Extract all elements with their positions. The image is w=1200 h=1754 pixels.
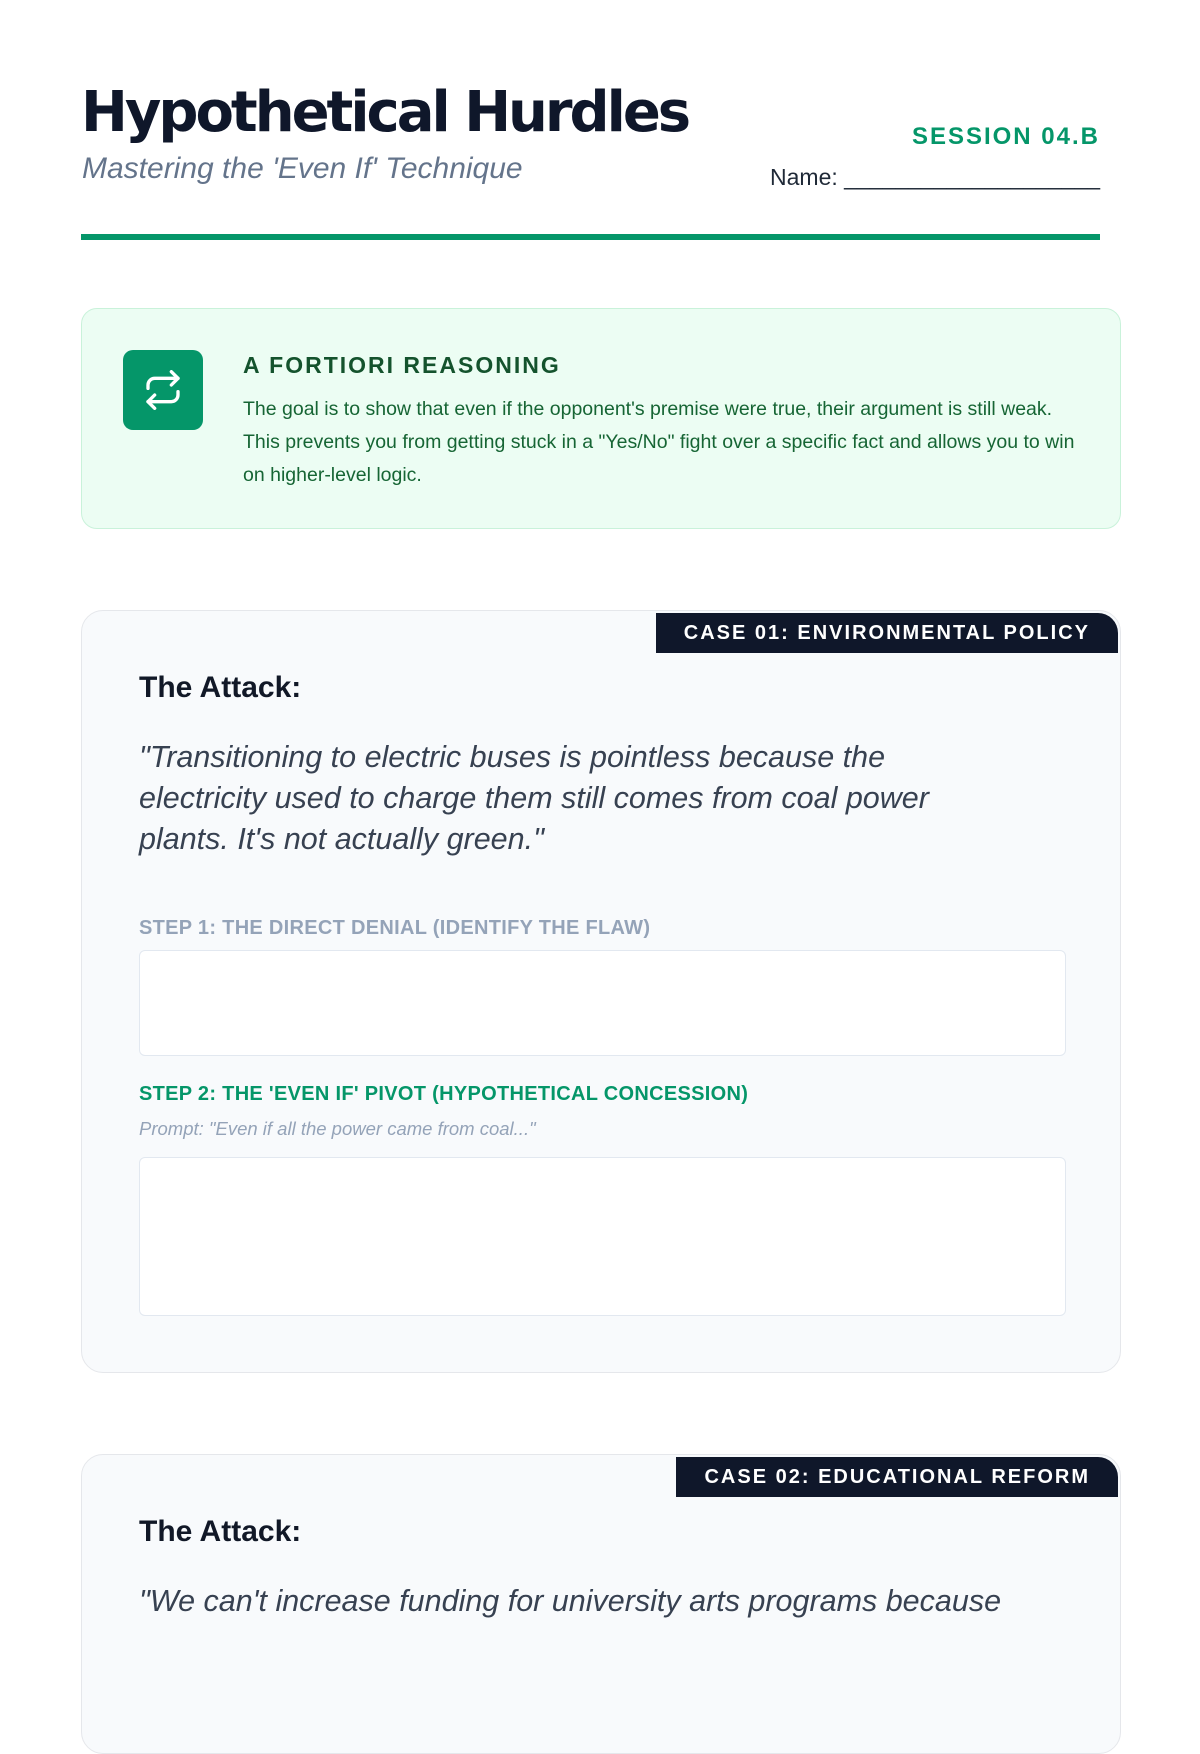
page-subtitle: Mastering the 'Even If' Technique <box>82 152 523 185</box>
attack-label: The Attack: <box>139 1515 302 1548</box>
name-field[interactable]: Name: ____________________ <box>770 164 1100 190</box>
attack-quote: "We can't increase funding for university arts programs because <box>139 1584 1002 1618</box>
session-label: SESSION 04.B <box>911 123 1100 150</box>
case-tag: CASE 02: EDUCATIONAL REFORM <box>676 1457 1118 1497</box>
header-divider <box>81 234 1100 240</box>
attack-label: The Attack: <box>139 671 302 704</box>
step-1-label: STEP 1: THE DIRECT DENIAL (IDENTIFY THE FLAW) <box>139 917 651 939</box>
page-header <box>81 0 1100 240</box>
info-title: A FORTIORI REASONING <box>243 352 561 378</box>
info-callout <box>81 308 1121 529</box>
step-2-prompt: Prompt: "Even if all the power came from coal..." <box>139 1118 536 1139</box>
info-text: The goal is to show that even if the opponent's premise were true, their argument is still weak. This prevents you from getting stuck in a "Yes/No" fight over a specific fact and allows you to win on higher-level logic. <box>243 398 1075 486</box>
page-title: Hypothetical Hurdles <box>81 80 689 145</box>
case-tag: CASE 01: ENVIRONMENTAL POLICY <box>656 613 1118 653</box>
step-2-label: STEP 2: THE 'EVEN IF' PIVOT (HYPOTHETICAL CONCESSION) <box>139 1083 749 1105</box>
step-1-answer-field[interactable] <box>139 950 1066 1056</box>
case-card <box>81 610 1121 1373</box>
attack-quote: "Transitioning to electric buses is pointless because the electricity used to charge them still comes from coal power plants. It's not actually green." <box>139 740 929 856</box>
case-card <box>81 1454 1121 1754</box>
swap-arrows-icon <box>123 350 203 430</box>
step-2-answer-field[interactable] <box>139 1157 1066 1316</box>
